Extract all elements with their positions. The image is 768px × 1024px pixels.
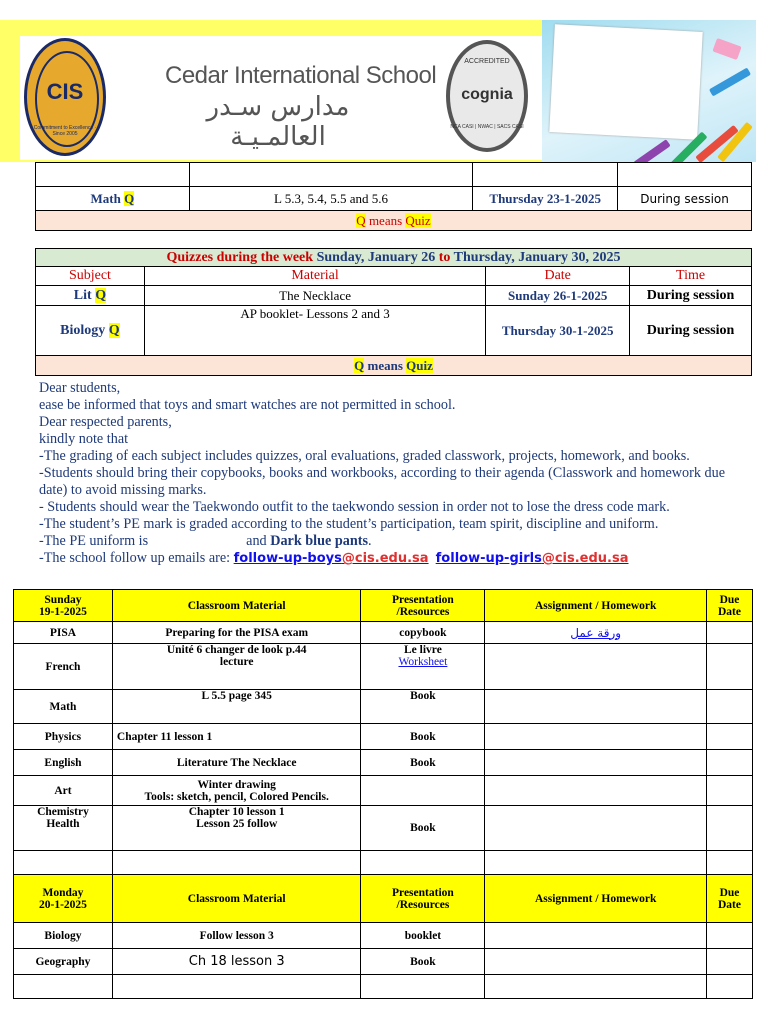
material-cell: Chapter 11 lesson 1 xyxy=(112,724,361,750)
header-subject: Subject xyxy=(36,267,145,286)
due-cell xyxy=(707,622,753,644)
school-logo xyxy=(24,38,106,156)
table-row xyxy=(14,851,753,875)
header-material: Classroom Material xyxy=(112,875,361,923)
assignment-cell xyxy=(485,690,707,724)
header-assignment: Assignment / Homework xyxy=(485,875,707,923)
note-line: kindly note that xyxy=(39,431,129,447)
due-cell xyxy=(707,806,753,851)
material-line: Chapter 10 lesson 1 xyxy=(188,806,285,818)
resource-cell: booklet xyxy=(361,923,485,949)
material-cell xyxy=(112,776,361,806)
resource-text: Le livre xyxy=(404,644,442,656)
logo-motto: Commitment to Excellence · Since 2005 xyxy=(33,125,97,137)
assignment-cell xyxy=(485,622,707,644)
table-row xyxy=(14,644,753,690)
quiz-title xyxy=(36,249,752,267)
eraser-icon xyxy=(712,38,741,60)
day-cell xyxy=(14,875,113,923)
weekly-quiz-table xyxy=(35,248,752,376)
material-line: Tools: sketch, pencil, Colored Pencils. xyxy=(144,790,329,803)
resource-cell xyxy=(361,644,485,690)
title-part: to xyxy=(435,249,454,265)
empty-cell xyxy=(112,851,361,875)
assignment-cell xyxy=(485,750,707,776)
notes-section xyxy=(39,380,751,567)
date-cell: Thursday 30-1-2025 xyxy=(486,306,630,356)
quiz-marker: Q xyxy=(95,287,107,303)
due-cell xyxy=(707,949,753,975)
assignment-cell xyxy=(485,923,707,949)
table-row xyxy=(36,187,752,211)
subject-cell: Art xyxy=(14,776,113,806)
subject-cell xyxy=(36,306,145,356)
material-cell xyxy=(112,806,361,851)
title-row xyxy=(36,249,752,267)
legend-cell xyxy=(36,356,752,376)
due-cell xyxy=(707,724,753,750)
day-date: 20-1-2025 xyxy=(38,898,87,911)
material-line: Winter drawing xyxy=(197,778,276,791)
quiz-marker: Q xyxy=(108,322,120,338)
header-presentation: Presentation /Resources xyxy=(361,875,485,923)
badge-top-text: ACCREDITED xyxy=(464,58,510,65)
resource-cell xyxy=(361,776,485,806)
pe-uniform-end: . xyxy=(367,533,372,549)
assignment-cell xyxy=(485,806,707,851)
legend-quiz: Quiz xyxy=(406,357,433,373)
due-cell xyxy=(707,644,753,690)
title-date-end: Thursday, January 30, 2025 xyxy=(453,249,621,265)
table-row xyxy=(36,286,752,306)
worksheet-link[interactable]: ورقة عمل xyxy=(570,625,622,640)
empty-cell xyxy=(707,975,753,999)
day-header-row xyxy=(14,875,753,923)
resource-cell: Book xyxy=(361,690,485,724)
legend-cell xyxy=(36,211,752,231)
table-row xyxy=(14,923,753,949)
material-line: Lesson 25 follow xyxy=(196,818,278,830)
resource-cell: Book xyxy=(361,806,485,851)
subject-cell: English xyxy=(14,750,113,776)
empty-cell xyxy=(112,975,361,999)
school-name-english: Cedar International School xyxy=(165,62,437,89)
material-cell xyxy=(112,644,361,690)
date-cell: Thursday 23-1-2025 xyxy=(473,187,618,211)
material-cell: Follow lesson 3 xyxy=(112,923,361,949)
subject-line: Health xyxy=(46,818,80,830)
time-cell: During session xyxy=(630,286,752,306)
date-cell: Sunday 26-1-2025 xyxy=(486,286,630,306)
subject-cell: Physics xyxy=(14,724,113,750)
material-cell: Preparing for the PISA exam xyxy=(112,622,361,644)
due-cell xyxy=(707,750,753,776)
quiz-marker: Q xyxy=(354,357,365,373)
quiz-marker: Q xyxy=(124,190,135,206)
day-date: 19-1-2025 xyxy=(38,605,87,618)
subject-cell: Geography xyxy=(14,949,113,975)
empty-cell xyxy=(14,851,113,875)
day-cell xyxy=(14,590,113,622)
previous-quiz-table xyxy=(35,162,752,231)
table-row xyxy=(14,975,753,999)
pencil-icon xyxy=(633,139,670,162)
empty-cell xyxy=(485,851,707,875)
empty-cell xyxy=(473,163,618,187)
due-cell xyxy=(707,776,753,806)
empty-cell xyxy=(485,975,707,999)
empty-cell xyxy=(618,163,752,187)
table-row xyxy=(14,690,753,724)
note-line: -Students should bring their copybooks, books and workbooks, according to their agenda (Classwork and homework due date) to avoid missing marks. xyxy=(39,465,726,498)
header-row xyxy=(36,267,752,286)
school-name-arabic: مدارس سـدر العالمـيـة xyxy=(206,92,350,152)
email-girls-link[interactable]: follow-up-girls@cis.edu.sa xyxy=(435,551,629,566)
material-cell: The Necklace xyxy=(144,286,485,306)
resource-cell: Book xyxy=(361,949,485,975)
assignment-cell xyxy=(485,724,707,750)
table-row xyxy=(14,724,753,750)
subject-cell: Math xyxy=(14,690,113,724)
assignment-cell xyxy=(485,644,707,690)
header-time: Time xyxy=(630,267,752,286)
worksheet-link[interactable]: Worksheet xyxy=(398,656,448,668)
table-row xyxy=(14,750,753,776)
empty-cell xyxy=(36,163,190,187)
title-part: Quizzes during the week xyxy=(166,249,317,265)
table-row xyxy=(14,806,753,851)
note-line: Dear students, xyxy=(39,380,121,396)
pe-uniform-text: -The PE uniform is xyxy=(39,533,149,549)
table-row xyxy=(36,163,752,187)
material-cell: Literature The Necklace xyxy=(112,750,361,776)
empty-cell xyxy=(361,851,485,875)
material-cell: L 5.5 page 345 xyxy=(112,690,361,724)
header-assignment: Assignment / Homework xyxy=(485,590,707,622)
table-row xyxy=(14,776,753,806)
pe-uniform-pants: Dark blue pants xyxy=(270,533,368,549)
note-line: - Students should wear the Taekwondo outfit to the taekwondo session in order not to lose the dress code mark. xyxy=(39,499,670,515)
note-line xyxy=(39,550,751,567)
title-date-start: Sunday, January 26 xyxy=(316,249,436,265)
header-material: Classroom Material xyxy=(112,590,361,622)
schedule-table xyxy=(13,589,753,999)
empty-cell xyxy=(14,975,113,999)
header-due-date: Due Date xyxy=(707,590,753,622)
pe-uniform-and: and xyxy=(246,533,271,549)
material-cell: AP booklet- Lessons 2 and 3 xyxy=(144,306,485,356)
subject-cell xyxy=(14,806,113,851)
note-line: -The student’s PE mark is graded according to the student’s participation, team spirit, discipline and uniform. xyxy=(39,516,659,532)
subject-line: Chemistry xyxy=(37,806,89,818)
time-cell: During session xyxy=(618,187,752,211)
time-cell: During session xyxy=(630,306,752,356)
material-cell: L 5.3, 5.4, 5.5 and 5.6 xyxy=(189,187,473,211)
day-name: Sunday xyxy=(44,593,82,606)
material-line: lecture xyxy=(219,656,254,668)
table-row xyxy=(14,949,753,975)
empty-cell xyxy=(707,851,753,875)
resource-cell: Book xyxy=(361,724,485,750)
subject-cell: French xyxy=(14,644,113,690)
table-row xyxy=(14,622,753,644)
email-boys-link[interactable]: follow-up-boys@cis.edu.sa xyxy=(233,551,429,566)
pencil-icon xyxy=(709,68,751,97)
badge-bottom-text: NCA CASI | NWAC | SACS CASI xyxy=(450,124,524,130)
empty-cell xyxy=(361,975,485,999)
header-material: Material xyxy=(144,267,485,286)
due-cell xyxy=(707,923,753,949)
day-name: Monday xyxy=(42,886,84,899)
resource-cell: Book xyxy=(361,750,485,776)
subject-name: Biology xyxy=(60,322,106,338)
subject-name: Math xyxy=(90,190,121,206)
subject-name: Lit xyxy=(73,287,92,303)
table-row xyxy=(36,306,752,356)
resource-cell: copybook xyxy=(361,622,485,644)
note-line: ease be informed that toys and smart watches are not permitted in school. xyxy=(39,397,456,413)
note-line xyxy=(39,533,751,550)
quiz-marker: Q xyxy=(356,212,366,228)
due-cell xyxy=(707,690,753,724)
subject-cell: Biology xyxy=(14,923,113,949)
assignment-cell xyxy=(485,776,707,806)
logo-letters: CIS xyxy=(46,79,84,104)
subject-cell: PISA xyxy=(14,622,113,644)
subject-cell xyxy=(36,187,190,211)
legend-means: means xyxy=(364,357,407,373)
note-line: -The grading of each subject includes quizzes, oral evaluations, graded classwork, projects, homework, and books. xyxy=(39,448,690,464)
decorative-stationery-image xyxy=(542,20,756,162)
assignment-cell xyxy=(485,949,707,975)
legend-quiz: Quiz xyxy=(405,212,431,228)
note-line: Dear respected parents, xyxy=(39,414,172,430)
material-cell: Ch 18 lesson 3 xyxy=(112,949,361,975)
accreditation-badge xyxy=(446,40,528,152)
header-date: Date xyxy=(486,267,630,286)
legend-means: means xyxy=(365,212,406,228)
empty-cell xyxy=(189,163,473,187)
material-line: Unité 6 changer de look p.44 xyxy=(166,644,307,656)
header-due-date: Due Date xyxy=(707,875,753,923)
legend-row xyxy=(36,356,752,376)
badge-brand: cognia xyxy=(461,86,513,103)
emails-label: -The school follow up emails are: xyxy=(39,550,234,566)
legend-row xyxy=(36,211,752,231)
day-header-row xyxy=(14,590,753,622)
white-card xyxy=(549,24,702,140)
header-presentation: Presentation /Resources xyxy=(361,590,485,622)
subject-cell xyxy=(36,286,145,306)
